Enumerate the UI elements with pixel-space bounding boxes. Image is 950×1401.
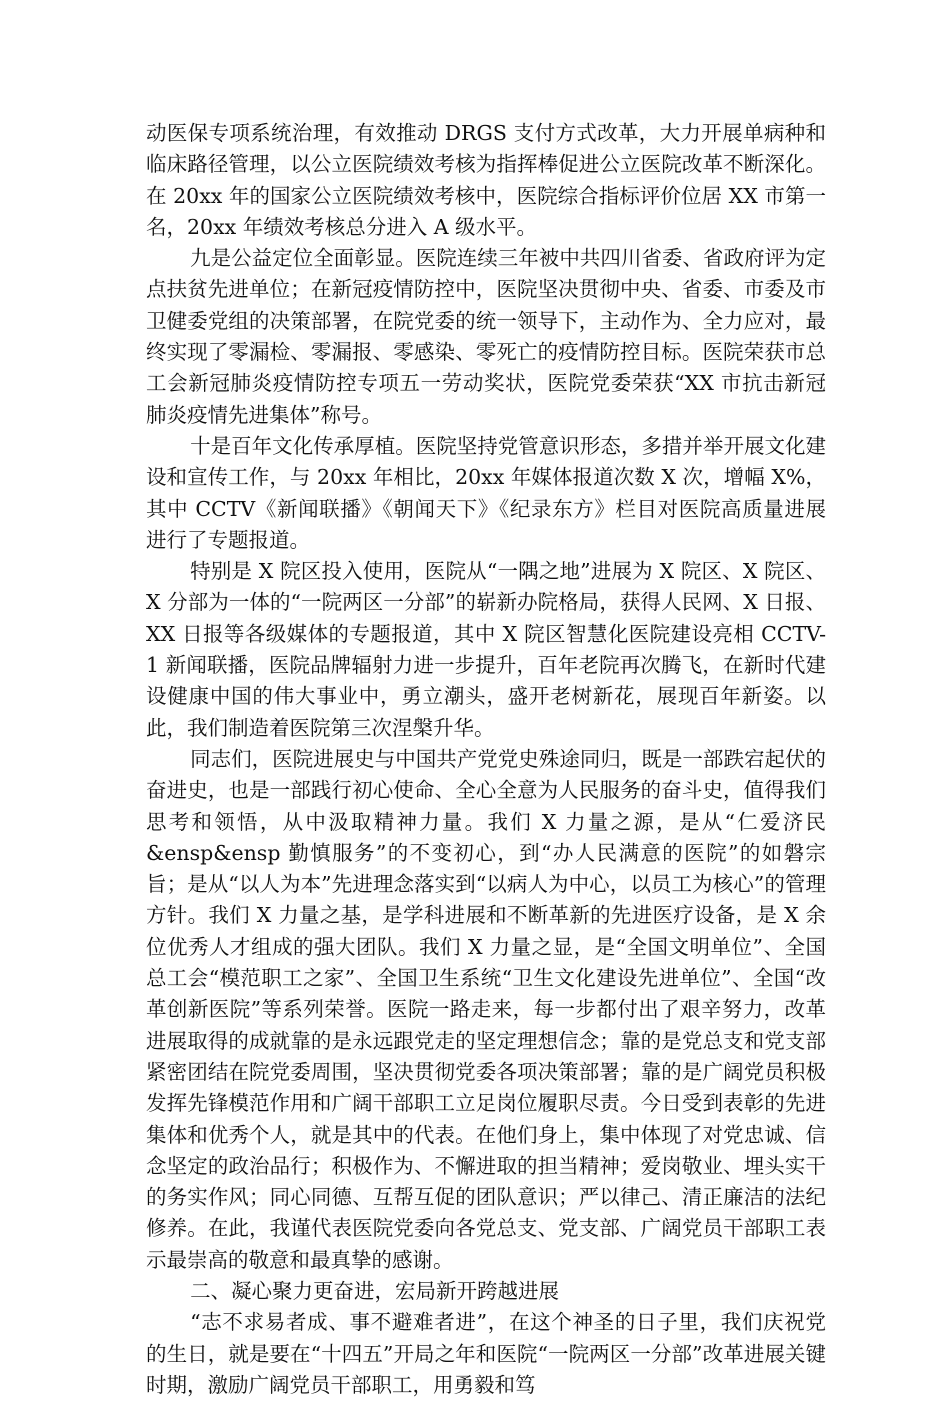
paragraph-public-welfare: 九是公益定位全面彰显。医院连续三年被中共四川省委、省政府评为定点扶贫先进单位；在新冠疫情防控中，医院坚决贯彻中央、省委、市委及市卫健委党组的决策部署，在院党委的统一领导下，主动作为、全力应对，最终实现了零漏检、零漏报、零感染、零死亡的疫情防控目标。医院荣获市总工会新冠肺炎疫情防控专项五一劳动奖状，医院党委荣获“XX 市抗击新冠肺炎疫情先进集体”称号。 [146, 246, 826, 427]
paragraph-medical-insurance-reform: 动医保专项系统治理，有效推动 DRGS 支付方式改革，大力开展单病种和临床路径管理，以公立医院绩效考核为指挥棒促进公立医院改革不断深化。在 20xx 年的国家公立医院绩效考核中，医院综合指标评价位居 XX 市第一名，20xx 年绩效考核总分进入 A 级水平。 [146, 121, 826, 239]
document-page [146, 118, 826, 1401]
paragraph-comrades: 同志们，医院进展史与中国共产党党史殊途同归，既是一部跌宕起伏的奋进史，也是一部践行初心使命、全心全意为人民服务的奋斗史，值得我们思考和领悟，从中汲取精神力量。我们 X 力量之源，是从“仁爱济民&ensp&ensp 勤慎服务”的不变初心，到“办人民满意的医院”的如磐宗旨；是从“以人为本”先进理念落实到“以病人为中心，以员工为核心”的管理方针。我们 X 力量之基，是学科进展和不断革新的先进医疗设备，是 X 余位优秀人才组成的强大团队。我们 X 力量之显，是“全国文明单位”、全国总工会“模范职工之家”、全国卫生系统“卫生文化建设先进单位”、全国“改革创新医院”等系列荣誉。医院一路走来，每一步都付出了艰辛努力，改革进展取得的成就靠的是永远跟党走的坚定理想信念；靠的是党总支和党支部紧密团结在院党委周围，坚决贯彻党委各项决策部署；靠的是广阔党员积极发挥先锋模范作用和广阔干部职工立足岗位履职尽责。今日受到表彰的先进集体和优秀个人，就是其中的代表。在他们身上，集中体现了对党忠诚、信念坚定的政治品行；积极作为、不懈进取的担当精神；爱岗敬业、埋头实干的务实作风；同心同德、互帮互促的团队意识；严以律己、清正廉洁的法纪修养。在此，我谨代表医院党委向各党总支、党支部、广阔党员干部职工表示最崇高的敬意和最真挚的感谢。 [146, 746, 826, 1272]
paragraph-new-campus: 特别是 X 院区投入使用，医院从“一隅之地”进展为 X 院区、X 院区、X 分部为一体的“一院两区一分部”的崭新办院格局，获得人民网、X 日报、XX 日报等各级媒体的专题报道，其中 X 院区智慧化医院建设亮相 CCTV-1 新闻联播，医院品牌辐射力进一步提升，百年老院再次腾飞，在新时代建设健康中国的伟大事业中，勇立潮头，盛开老树新花，展现百年新姿。以此，我们制造着医院第三次涅槃升华。 [146, 559, 826, 740]
paragraph-culture-heritage: 十是百年文化传承厚植。医院坚持党管意识形态，多措并举开展文化建设和宣传工作，与 20xx 年相比，20xx 年媒体报道次数 X 次，增幅 X%，其中 CCTV《新闻联播》《朝闻天下》《纪录东方》栏目对医院高质量进展进行了专题报道。 [146, 433, 826, 552]
paragraph-closing: “志不求易者成、事不避难者进”，在这个神圣的日子里，我们庆祝党的生日，就是要在“十四五”开局之年和医院“一院两区一分部”改革进展关键时期，激励广阔党员干部职工，用勇毅和笃 [146, 1310, 826, 1397]
section-heading: 二、凝心聚力更奋进，宏局新开跨越进展 [190, 1278, 560, 1303]
